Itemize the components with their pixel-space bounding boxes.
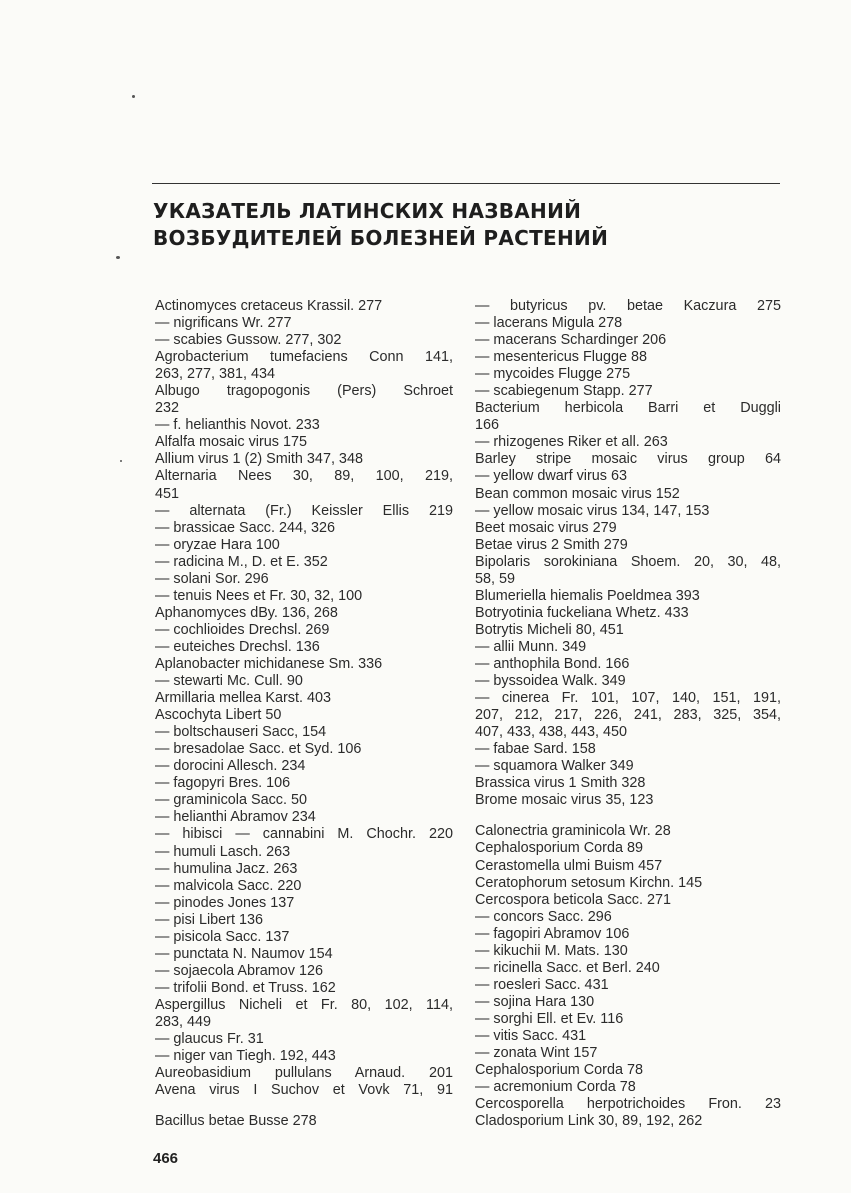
index-entry: Aspergillus Nicheli et Fr. 80, 102, 114, — [155, 996, 453, 1013]
index-entry: — humulina Jacz. 263 — [155, 860, 298, 877]
index-entry: Brassica virus 1 Smith 328 — [475, 775, 646, 792]
index-entry: — fagopiri Abramov 106 — [475, 925, 630, 942]
index-entry: — punctata N. Naumov 154 — [155, 945, 333, 962]
page-number: 466 — [153, 1150, 179, 1167]
index-entry: Alfalfa mosaic virus 175 — [155, 434, 307, 451]
index-entry: Alternaria Nees 30, 89, 100, 219, — [155, 468, 453, 485]
index-entry: Ceratophorum setosum Kirchn. 145 — [475, 874, 703, 891]
index-entry: — cochlioides Drechsl. 269 — [155, 621, 330, 638]
index-entry: — cinerea Fr. 101, 107, 140, 151, 191, — [475, 690, 781, 707]
index-entry: 451 — [155, 485, 180, 502]
index-entry: Cephalosporium Corda 89 — [475, 840, 643, 857]
title-line-1: УКАЗАТЕЛЬ ЛАТИНСКИХ НАЗВАНИЙ — [153, 199, 582, 223]
index-entry: — pisi Libert 136 — [155, 911, 263, 928]
index-entry: — solani Sor. 296 — [155, 570, 269, 587]
index-entry: Bipolaris sorokiniana Shoem. 20, 30, 48, — [475, 553, 781, 570]
index-entry: Agrobacterium tumefaciens Conn 141, — [155, 349, 453, 366]
index-entry: — humuli Lasch. 263 — [155, 843, 291, 860]
index-entry: — scabiegenum Stapp. 277 — [475, 383, 653, 400]
index-entry: — mesentericus Flugge 88 — [475, 349, 647, 366]
index-entry: — pinodes Jones 137 — [155, 894, 295, 911]
index-entry: — oryzae Hara 100 — [155, 536, 280, 553]
index-entry: 166 — [475, 417, 500, 434]
index-entry: — boltschauseri Sacc, 154 — [155, 724, 327, 741]
index-entry: — macerans Schardinger 206 — [475, 332, 667, 349]
index-entry: Cladosporium Link 30, 89, 192, 262 — [475, 1113, 703, 1130]
index-entry: 58, 59 — [475, 570, 516, 587]
index-entry: 207, 212, 217, 226, 241, 283, 325, 354, — [475, 707, 781, 724]
index-entry: — helianthi Abramov 234 — [155, 809, 316, 826]
index-entry: — bresadolae Sacc. et Syd. 106 — [155, 741, 362, 758]
index-entry: — rhizogenes Riker et all. 263 — [475, 434, 668, 451]
header-rule — [152, 183, 780, 184]
scan-speck — [116, 256, 120, 259]
index-entry: — squamora Walker 349 — [475, 758, 634, 775]
title-line-2: ВОЗБУДИТЕЛЕЙ БОЛЕЗНЕЙ РАСТЕНИЙ — [153, 226, 609, 250]
index-entry: — lacerans Migula 278 — [475, 315, 623, 332]
index-entry: — sorghi Ell. et Ev. 116 — [475, 1010, 624, 1027]
index-entry: — acremonium Corda 78 — [475, 1079, 636, 1096]
index-entry: — sojina Hara 130 — [475, 993, 595, 1010]
index-entry: Brome mosaic virus 35, 123 — [475, 792, 654, 809]
index-entry: — anthophila Bond. 166 — [475, 655, 630, 672]
index-entry: 232 — [155, 400, 180, 417]
index-entry: 407, 433, 438, 443, 450 — [475, 724, 628, 741]
index-entry: — kikuchii M. Mats. 130 — [475, 942, 628, 959]
index-entry: — butyricus pv. betae Kaczura 275 — [475, 298, 781, 314]
index-entry: — graminicola Sacc. 50 — [155, 792, 307, 809]
index-entry: — trifolii Bond. et Truss. 162 — [155, 979, 336, 996]
index-entry: Betae virus 2 Smith 279 — [475, 536, 628, 553]
index-entry: — stewarti Mc. Cull. 90 — [155, 673, 303, 690]
index-entry: — euteiches Drechsl. 136 — [155, 638, 320, 655]
index-entry: Barley stripe mosaic virus group 64 — [475, 451, 781, 468]
index-column-right — [475, 298, 781, 1130]
section-gap — [155, 1099, 453, 1113]
index-entry: Aplanobacter michidanese Sm. 336 — [155, 655, 383, 672]
index-entry: Botryotinia fuckeliana Whetz. 433 — [475, 604, 689, 621]
index-entry: 263, 277, 381, 434 — [155, 366, 276, 383]
index-entry: Cephalosporium Corda 78 — [475, 1062, 643, 1079]
index-entry: — hibisci — cannabini M. Chochr. 220 — [155, 826, 453, 843]
page-title — [153, 198, 673, 252]
scan-speck — [132, 95, 135, 98]
index-entry: — scabies Gussow. 277, 302 — [155, 332, 342, 349]
index-entry: Armillaria mellea Karst. 403 — [155, 690, 331, 707]
index-entry: Beet mosaic virus 279 — [475, 519, 617, 536]
index-entry: Botrytis Micheli 80, 451 — [475, 621, 624, 638]
index-entry: — dorocini Allesch. 234 — [155, 758, 306, 775]
index-entry: — brassicae Sacc. 244, 326 — [155, 519, 335, 536]
index-entry: — yellow mosaic virus 134, 147, 153 — [475, 502, 710, 519]
index-entry: — f. helianthis Novot. 233 — [155, 417, 320, 434]
index-entry: Cerastomella ulmi Buism 457 — [475, 857, 663, 874]
index-entry: Aphanomyces dBy. 136, 268 — [155, 604, 338, 621]
index-entry: — vitis Sacc. 431 — [475, 1027, 587, 1044]
index-entry: Ascochyta Libert 50 — [155, 707, 282, 724]
index-entry: — pisicola Sacc. 137 — [155, 928, 290, 945]
index-entry: — fabae Sard. 158 — [475, 741, 596, 758]
index-entry: Bacterium herbicola Barri et Duggli — [475, 400, 781, 417]
scan-speck — [120, 460, 122, 462]
index-entry: — byssoidea Walk. 349 — [475, 673, 626, 690]
index-entry: Calonectria graminicola Wr. 28 — [475, 823, 671, 840]
index-entry: Actinomyces cretaceus Krassil. 277 — [155, 298, 383, 314]
index-column-left — [155, 298, 453, 1130]
index-entry: — alternata (Fr.) Keissler Ellis 219 — [155, 502, 453, 519]
index-entry: Cercospora beticola Sacc. 271 — [475, 891, 671, 908]
index-entry: — roesleri Sacc. 431 — [475, 976, 609, 993]
index-entry: — yellow dwarf virus 63 — [475, 468, 627, 485]
index-entry: — ricinella Sacc. et Berl. 240 — [475, 959, 660, 976]
index-entry: — nigrificans Wr. 277 — [155, 315, 292, 332]
index-entry: Bacillus betae Busse 278 — [155, 1113, 317, 1130]
index-entry: — mycoides Flugge 275 — [475, 366, 631, 383]
index-entry: — concors Sacc. 296 — [475, 908, 612, 925]
index-entry: 283, 449 — [155, 1013, 212, 1030]
index-entry: — malvicola Sacc. 220 — [155, 877, 302, 894]
index-entry: Cercosporella herpotrichoides Fron. 23 — [475, 1096, 781, 1113]
index-entry: — niger van Tiegh. 192, 443 — [155, 1048, 336, 1065]
section-gap — [475, 809, 781, 823]
index-entry: Aureobasidium pullulans Arnaud. 201 — [155, 1065, 453, 1082]
index-entry: Albugo tragopogonis (Pers) Schroet — [155, 383, 453, 400]
index-entry: — tenuis Nees et Fr. 30, 32, 100 — [155, 587, 363, 604]
index-entry: Blumeriella hiemalis Poeldmea 393 — [475, 587, 700, 604]
index-entry: Allium virus 1 (2) Smith 347, 348 — [155, 451, 363, 468]
index-entry: — glaucus Fr. 31 — [155, 1031, 264, 1048]
index-entry: Avena virus I Suchov et Vovk 71, 91 — [155, 1082, 453, 1099]
index-entry: — allii Munn. 349 — [475, 638, 587, 655]
index-entry: — radicina M., D. et E. 352 — [155, 553, 328, 570]
index-entry: — sojaecola Abramov 126 — [155, 962, 323, 979]
index-entry: — fagopyri Bres. 106 — [155, 775, 291, 792]
index-entry: Bean common mosaic virus 152 — [475, 485, 680, 502]
index-entry: — zonata Wint 157 — [475, 1045, 598, 1062]
